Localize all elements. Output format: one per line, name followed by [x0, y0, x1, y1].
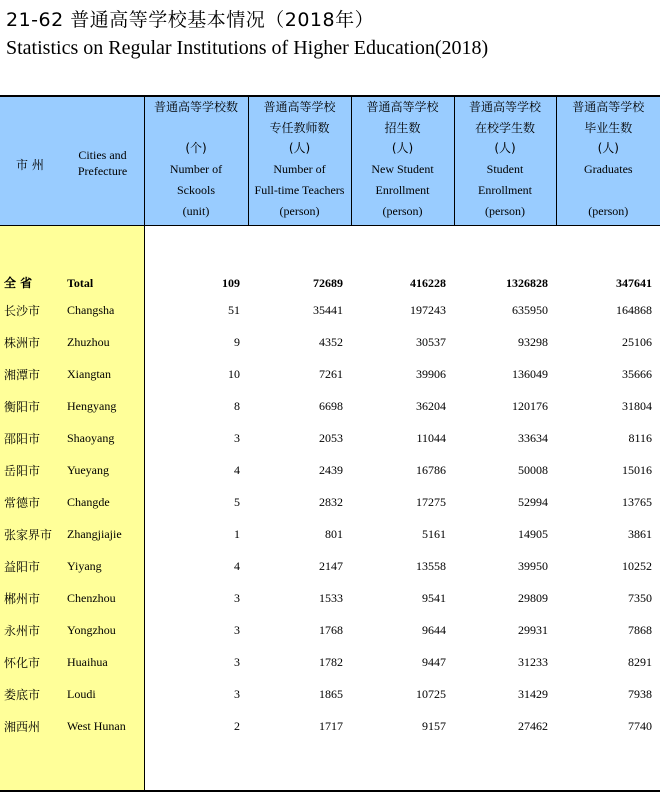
- value-student-enrollment: 29809: [518, 591, 549, 605]
- city-name-chinese: 邵阳市: [0, 423, 62, 455]
- value-schools: 3: [234, 687, 241, 701]
- header-teachers: [248, 96, 351, 225]
- value-graduates: 7740: [628, 719, 653, 733]
- city-name-english: Loudi: [62, 679, 144, 711]
- header-city-english: [62, 143, 144, 179]
- header-city-chinese: 市 州: [16, 157, 44, 172]
- header-en-line2: [557, 180, 660, 201]
- table-row: [0, 679, 660, 711]
- table-row: [0, 295, 660, 327]
- value-new-enrollment: 10725: [416, 687, 447, 701]
- value-new-enrollment: 16786: [416, 463, 447, 477]
- header-unit-cn: (人): [494, 141, 516, 156]
- statistics-table: [0, 95, 660, 792]
- header-cn-line2: 在校学生数: [475, 120, 536, 135]
- header-schools: [144, 96, 248, 225]
- city-name-english: Shaoyang: [62, 423, 144, 455]
- value-teachers: 35441: [313, 303, 344, 317]
- city-name-english: Xiangtan: [62, 359, 144, 391]
- value-schools: 2: [234, 719, 241, 733]
- header-unit-cn: (人): [597, 141, 619, 156]
- header-cn-line1: 普通高等学校数: [154, 100, 239, 114]
- value-new-enrollment: 5161: [422, 527, 447, 541]
- city-name-chinese: 湘潭市: [0, 359, 62, 391]
- header-en-line2: Enrollment: [375, 182, 430, 197]
- city-name-chinese: 株洲市: [0, 327, 62, 359]
- table-title-english: Statistics on Regular Institutions of Higher Education(2018): [6, 37, 489, 59]
- value-student-enrollment: 31233: [518, 655, 549, 669]
- value-schools: 3: [234, 623, 241, 637]
- value-graduates: 7868: [628, 623, 653, 637]
- value-student-enrollment: 136049: [512, 367, 549, 381]
- header-city-english-line2: Prefecture: [77, 163, 128, 178]
- value-graduates: 347641: [616, 275, 653, 290]
- city-name-chinese: 岳阳市: [0, 455, 62, 487]
- value-new-enrollment: 11044: [416, 431, 447, 445]
- value-new-enrollment: 9447: [422, 655, 447, 669]
- spacer-cell: [144, 225, 660, 256]
- city-name-chinese: 衡阳市: [0, 391, 62, 423]
- header-city-english-line1: Cities and: [78, 147, 127, 162]
- value-teachers: 72689: [313, 275, 344, 290]
- header-unit-cn: (人): [391, 141, 414, 156]
- header-cn-line2: [145, 118, 248, 139]
- value-graduates: 15016: [622, 463, 653, 477]
- value-graduates: 8291: [628, 655, 653, 669]
- header-unit-cn: (人): [288, 141, 311, 156]
- header-cn-line1: 普通高等学校: [263, 100, 336, 114]
- value-graduates: 13765: [622, 495, 653, 509]
- table-row: [0, 391, 660, 423]
- city-name-chinese: 娄底市: [0, 679, 62, 711]
- table-row: [0, 647, 660, 679]
- city-name-english: Yueyang: [62, 455, 144, 487]
- value-schools: 3: [234, 655, 241, 669]
- header-unit-en: (person): [588, 203, 629, 218]
- header-en-line1: New Student: [371, 162, 434, 177]
- value-student-enrollment: 31429: [518, 687, 549, 701]
- header-unit-cn: (个): [185, 141, 207, 156]
- value-schools: 4: [234, 463, 241, 477]
- value-graduates: 164868: [616, 303, 653, 317]
- value-teachers: 2832: [319, 495, 344, 509]
- value-graduates: 25106: [622, 335, 653, 349]
- value-new-enrollment: 9644: [422, 623, 447, 637]
- header-cn-line1: 普通高等学校: [572, 100, 645, 114]
- header-en-line2: Enrollment: [478, 182, 533, 197]
- value-student-enrollment: 93298: [518, 335, 549, 349]
- city-name-chinese: 益阳市: [0, 551, 62, 583]
- table-row: [0, 327, 660, 359]
- city-name-english: Huaihua: [62, 647, 144, 679]
- value-student-enrollment: 120176: [512, 399, 549, 413]
- table-row: [0, 455, 660, 487]
- city-name-english: Yongzhou: [62, 615, 144, 647]
- value-graduates: 35666: [622, 367, 653, 381]
- value-teachers: 1865: [319, 687, 344, 701]
- value-graduates: 7350: [628, 591, 653, 605]
- value-new-enrollment: 13558: [416, 559, 447, 573]
- value-student-enrollment: 14905: [518, 527, 549, 541]
- city-name-english: Yiyang: [62, 551, 144, 583]
- city-name-english: Chenzhou: [62, 583, 144, 615]
- value-schools: 4: [234, 559, 241, 573]
- value-teachers: 2439: [319, 463, 344, 477]
- table-row: [0, 359, 660, 391]
- value-student-enrollment: 39950: [518, 559, 549, 573]
- value-new-enrollment: 9541: [422, 591, 447, 605]
- value-schools: 3: [234, 591, 241, 605]
- header-cn-line2: 招生数: [384, 120, 421, 135]
- header-en-line2: Full-time Teachers: [254, 182, 345, 197]
- spacer-cell: [0, 743, 62, 791]
- value-schools: 5: [234, 495, 241, 509]
- header-en-line1: Number of: [273, 162, 326, 177]
- value-graduates: 31804: [622, 399, 653, 413]
- value-new-enrollment: 36204: [416, 399, 447, 413]
- header-unit-en: (person): [382, 203, 423, 218]
- table-row: [0, 487, 660, 519]
- value-student-enrollment: 1326828: [506, 275, 549, 290]
- value-new-enrollment: 197243: [410, 303, 447, 317]
- value-teachers: 2053: [319, 431, 344, 445]
- value-teachers: 6698: [319, 399, 344, 413]
- value-teachers: 1533: [319, 591, 344, 605]
- city-name-english: Zhuzhou: [62, 327, 144, 359]
- table-header-row: [0, 96, 660, 225]
- table-row: [0, 423, 660, 455]
- spacer-cell: [62, 225, 144, 256]
- value-student-enrollment: 52994: [518, 495, 549, 509]
- city-name-chinese: 常德市: [0, 487, 62, 519]
- value-schools: 1: [234, 527, 241, 541]
- header-unit-en: (unit): [182, 203, 210, 218]
- spacer-cell: [62, 743, 144, 791]
- header-cn-line1: 普通高等学校: [366, 100, 439, 114]
- header-cn-line1: 普通高等学校: [469, 100, 542, 114]
- city-name-chinese: 郴州市: [0, 583, 62, 615]
- value-student-enrollment: 27462: [518, 719, 549, 733]
- header-cn-line2: 毕业生数: [584, 120, 633, 135]
- value-new-enrollment: 39906: [416, 367, 447, 381]
- header-cn-line2: 专任教师数: [269, 120, 330, 135]
- city-name-chinese: 长沙市: [0, 295, 62, 327]
- city-name-chinese: 湘西州: [0, 711, 62, 743]
- header-en-line1: Student: [486, 162, 524, 177]
- value-teachers: 7261: [319, 367, 344, 381]
- header-unit-en: (person): [279, 203, 320, 218]
- bottom-spacer-row: [0, 743, 660, 791]
- spacer-row: [0, 225, 660, 256]
- value-new-enrollment: 416228: [410, 275, 447, 290]
- spacer-cell: [0, 225, 62, 256]
- table-row: [0, 583, 660, 615]
- value-teachers: 2147: [319, 559, 344, 573]
- value-teachers: 1717: [319, 719, 344, 733]
- header-student-enrollment: [454, 96, 556, 225]
- header-en-line1: Number of: [169, 162, 223, 177]
- value-student-enrollment: 50008: [518, 463, 549, 477]
- table-row: [0, 615, 660, 647]
- table-row: [0, 551, 660, 583]
- value-schools: 9: [234, 335, 241, 349]
- table-row: [0, 711, 660, 743]
- spacer-cell: [144, 743, 660, 791]
- city-name-chinese: 全 省: [0, 256, 62, 295]
- header-en-line1: Graduates: [583, 162, 633, 177]
- value-student-enrollment: 33634: [518, 431, 549, 445]
- city-name-chinese: 怀化市: [0, 647, 62, 679]
- value-graduates: 8116: [628, 431, 653, 445]
- table-title-chinese: 21-62 普通高等学校基本情况（2018年）: [6, 9, 375, 31]
- city-name-chinese: 张家界市: [0, 519, 62, 551]
- value-schools: 109: [222, 275, 241, 290]
- value-student-enrollment: 29931: [518, 623, 549, 637]
- value-schools: 51: [228, 303, 241, 317]
- table-row: [0, 519, 660, 551]
- header-new-enrollment: [351, 96, 454, 225]
- value-new-enrollment: 17275: [416, 495, 447, 509]
- city-name-english: Zhangjiajie: [62, 519, 144, 551]
- table-body: [0, 225, 660, 791]
- value-teachers: 1768: [319, 623, 344, 637]
- value-teachers: 4352: [319, 335, 344, 349]
- value-graduates: 7938: [628, 687, 653, 701]
- city-name-english: Hengyang: [62, 391, 144, 423]
- total-row: [0, 256, 660, 295]
- value-graduates: 3861: [628, 527, 653, 541]
- header-unit-en: (person): [485, 203, 525, 218]
- city-name-english: Changsha: [62, 295, 144, 327]
- value-schools: 8: [234, 399, 241, 413]
- value-new-enrollment: 30537: [416, 335, 447, 349]
- value-schools: 10: [228, 367, 241, 381]
- city-name-english: Changde: [62, 487, 144, 519]
- header-en-line2: Sckools: [177, 182, 216, 197]
- city-name-english: Total: [62, 256, 144, 295]
- city-name-english: West Hunan: [62, 711, 144, 743]
- value-teachers: 1782: [319, 655, 344, 669]
- city-name-chinese: 永州市: [0, 615, 62, 647]
- value-student-enrollment: 635950: [512, 303, 549, 317]
- value-new-enrollment: 9157: [422, 719, 447, 733]
- value-schools: 3: [234, 431, 241, 445]
- value-teachers: 801: [325, 527, 344, 541]
- header-graduates: [556, 96, 660, 225]
- value-graduates: 10252: [622, 559, 653, 573]
- header-city: [0, 96, 144, 225]
